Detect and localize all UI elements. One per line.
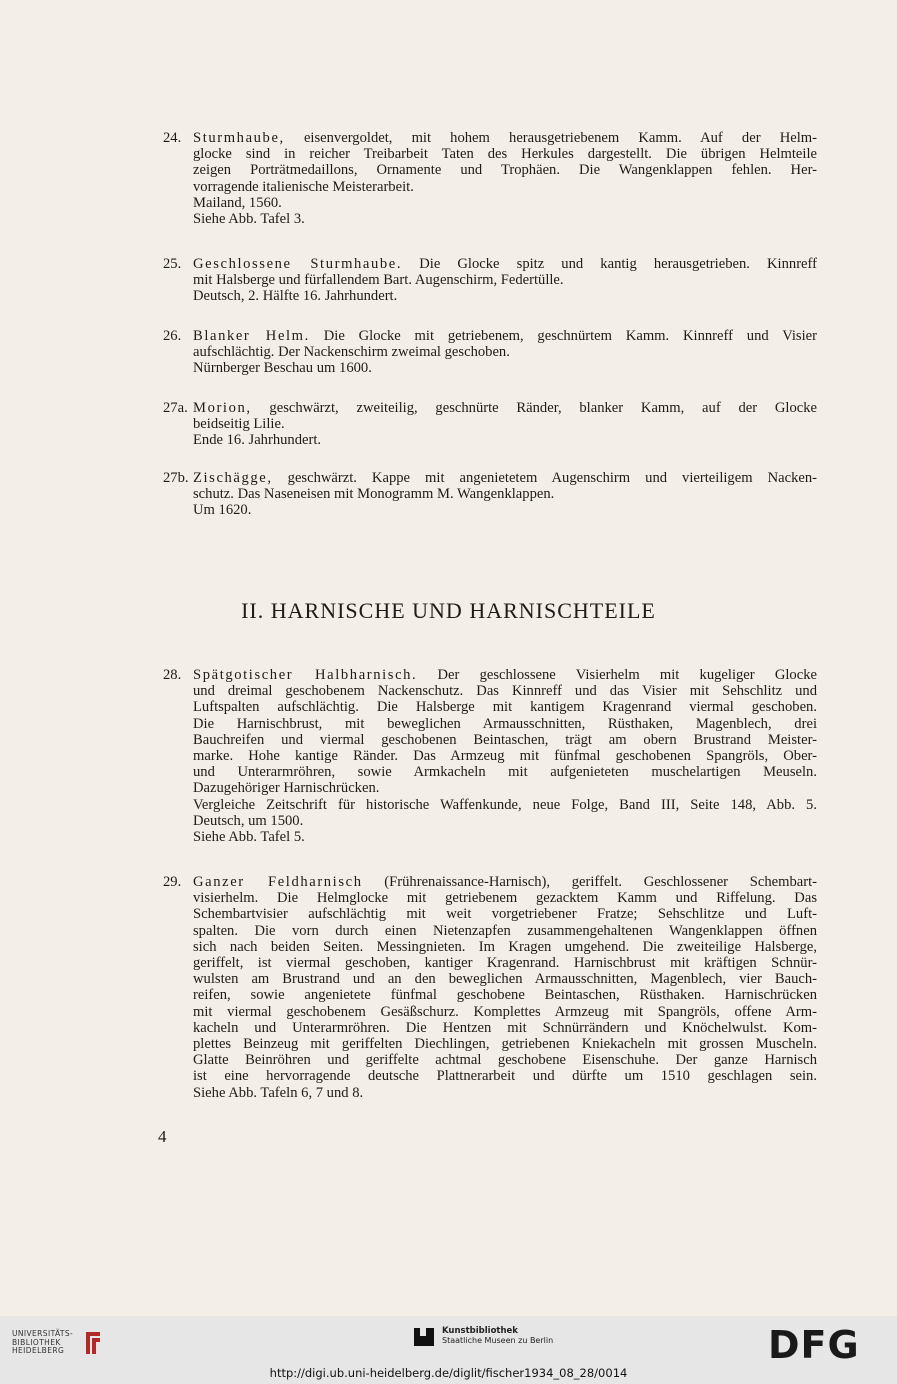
entry-title: Sturmhaube, [193,130,285,146]
entry-title: Zischägge, [193,470,273,486]
entry-line: Bauchreifen und viermal geschobenen Beintaschen, trägt am obern Brustrand Meister- [193,731,817,748]
catalog-entry [163,470,817,519]
entry-line: glocke sind in reicher Treibarbeit Taten des Herkules dargestellt. Die übrigen Helmteile [193,146,817,163]
entry-line: Ende 16. Jahrhundert. [193,432,322,449]
entry-text: geschwärzt, zweiteilig, geschnürte Ränder, blanker Kamm, auf der Glocke [269,400,818,416]
entry-line: visierhelm. Die Helmglocke mit getriebenem gezacktem Kamm und Riffelung. Das [193,890,817,907]
entry-line: mit viermal geschobenem Gesäßschurz. Komplettes Armzeug mit Spangröls, offene Arm- [193,1003,817,1020]
entry-line [193,328,817,344]
ub-heidelberg-logo-text[interactable] [12,1330,73,1356]
entry-line: und dreimal geschobenem Nackenschutz. Das Kinnreff und das Visier mit Sehschlitz und [193,683,817,700]
ub-line: BIBLIOTHEK [12,1337,61,1347]
entry-text: (Frührenaissance-Harnisch), geriffelt. Geschlossener Schembart- [384,874,817,890]
entry-title: Ganzer Feldharnisch [193,874,363,890]
entry-text: Die Glocke spitz und kantig herausgetrieben. Kinnreff [419,256,817,272]
kunstbibliothek-logo-icon[interactable] [412,1326,436,1348]
entry-number: 26. [163,328,182,344]
kb-title: Kunstbibliothek [442,1326,518,1336]
entry-line: spalten. Die vorn durch einen Nietenzapfen zusammengehaltenen Wangenklappen öffnen [193,922,817,939]
entry-line [193,256,817,272]
kb-subtitle: Staatliche Museen zu Berlin [442,1336,554,1345]
entry-line: Dazugehöriger Harnischrücken. [193,780,380,797]
entry-line: wulsten am Brustrand und an den beweglichen Armausschnitten, Magenblech, vier Bauch- [193,971,817,988]
entry-line: Um 1620. [193,502,252,519]
entry-line [193,400,817,416]
entry-line: mit Halsberge und fürfallendem Bart. Augenschirm, Federtülle. [193,272,564,289]
catalog-entry [163,874,817,1101]
entry-title: Blanker Helm. [193,328,310,344]
catalog-entry [163,130,817,227]
entry-text: eisenvergoldet, mit hohem herausgetriebenem Kamm. Auf der Helm- [303,130,817,146]
entry-line: geriffelt, ist viermal geschoben, kantiger Kragenrand. Harnischbrust mit kräftigen Schnür- [193,955,817,972]
catalog-entry [163,400,817,449]
entry-title: Geschlossene Sturmhaube. [193,256,403,272]
kunstbibliothek-text[interactable] [442,1326,553,1346]
ub-line: HEIDELBERG [12,1346,65,1356]
entry-text: Der geschlossene Visierhelm mit kugeliger Glocke [437,667,817,683]
section-heading: II. HARNISCHE UND HARNISCHTEILE [241,598,656,623]
entry-line: und Unterarmröhren, sowie Armkacheln mit aufgenieteten muschelartigen Meuseln. [193,764,817,781]
entry-line: Deutsch, um 1500. [193,812,304,829]
catalog-entry [163,328,817,377]
entry-text: Die Glocke mit getriebenem, geschnürtem Kamm. Kinnreff und Visier [323,328,818,344]
entry-line: Mailand, 1560. [193,194,282,211]
ub-line: UNIVERSITÄTS- [12,1329,74,1338]
dfg-logo[interactable]: DFG [768,1323,860,1367]
entry-line: ist eine hervorragende deutsche Plattnerarbeit und dürfte um 1510 geschlagen sein. [193,1068,817,1085]
footer-bar [0,1316,897,1384]
entry-line: Siehe Abb. Tafeln 6, 7 und 8. [193,1084,364,1101]
entry-line: marke. Hohe kantige Ränder. Das Armzeug mit fünfmal geschobenen Spangröls, Ober- [193,748,817,765]
entry-line: plettes Beinzeug mit geriffelten Diechlingen, getriebenen Kniekacheln mit grossen Muscheln. [193,1036,817,1053]
entry-line: vorragende italienische Meisterarbeit. [193,178,414,195]
entry-title: Morion, [193,400,252,416]
entry-line: Deutsch, 2. Hälfte 16. Jahrhundert. [193,288,398,305]
entry-line: Die Harnischbrust, mit beweglichen Armausschnitten, Rüsthaken, Magenblech, drei [193,715,817,732]
entry-line: aufschlächtig. Der Nackenschirm zweimal geschoben. [193,344,510,361]
entry-number: 29. [163,874,182,890]
entry-line [193,667,817,683]
entry-line: kacheln und Unterarmröhren. Die Hentzen mit Schnürrändern und Knöchelwulst. Kom- [193,1019,817,1036]
entry-line: zeigen Porträtmedaillons, Ornamente und Trophäen. Die Wangenklappen fehlen. Her- [193,162,817,179]
entry-line: Siehe Abb. Tafel 5. [193,829,305,846]
catalog-entry [163,256,817,305]
page-number: 4 [158,1127,167,1146]
entry-line [193,130,817,146]
entry-title: Spätgotischer Halbharnisch. [193,667,418,683]
entry-number: 28. [163,667,182,683]
entry-number: 25. [163,256,182,272]
entry-line: beidseitig Lilie. [193,416,285,433]
entry-line: reifen, sowie angenietete fünfmal geschobene Beintaschen, Rüsthaken. Harnischrücken [193,987,817,1004]
entry-number: 24. [163,130,182,146]
entry-line: Nürnberger Beschau um 1600. [193,360,372,377]
entry-line: Siehe Abb. Tafel 3. [193,211,305,228]
entry-line: sich nach beiden Seiten. Messingnieten. Im Kragen umgehend. Die zweiteilige Halsberge, [193,938,817,955]
ub-heidelberg-logo-icon[interactable] [82,1328,104,1358]
entry-line: schutz. Das Naseneisen mit Monogramm M. Wangenklappen. [193,486,555,503]
entry-line [193,470,817,486]
permalink-url[interactable]: http://digi.ub.uni-heidelberg.de/diglit/fischer1934_08_28/0014 [269,1366,628,1380]
entry-text: geschwärzt. Kappe mit angenietetem Augenschirm und vierteiligem Nacken- [287,470,817,486]
entry-line [193,874,817,890]
catalog-entry [163,667,817,845]
entry-number: 27b. [163,470,189,486]
entry-line: Glatte Beinröhren und geriffelte achtmal geschobene Eisenschuhe. Der ganze Harnisch [193,1052,817,1069]
entry-line: Schembartvisier aufschlächtig mit weit vorgetriebener Fratze; Sehschlitze und Luft- [193,906,817,923]
entry-number: 27a. [163,400,188,416]
entry-line: Luftspalten aufschlächtig. Die Halsberge mit kantigem Kragenrand viermal geschoben. [193,699,817,716]
entry-line: Vergleiche Zeitschrift für historische Waffenkunde, neue Folge, Band III, Seite 148, Abb. 5. [193,796,817,813]
